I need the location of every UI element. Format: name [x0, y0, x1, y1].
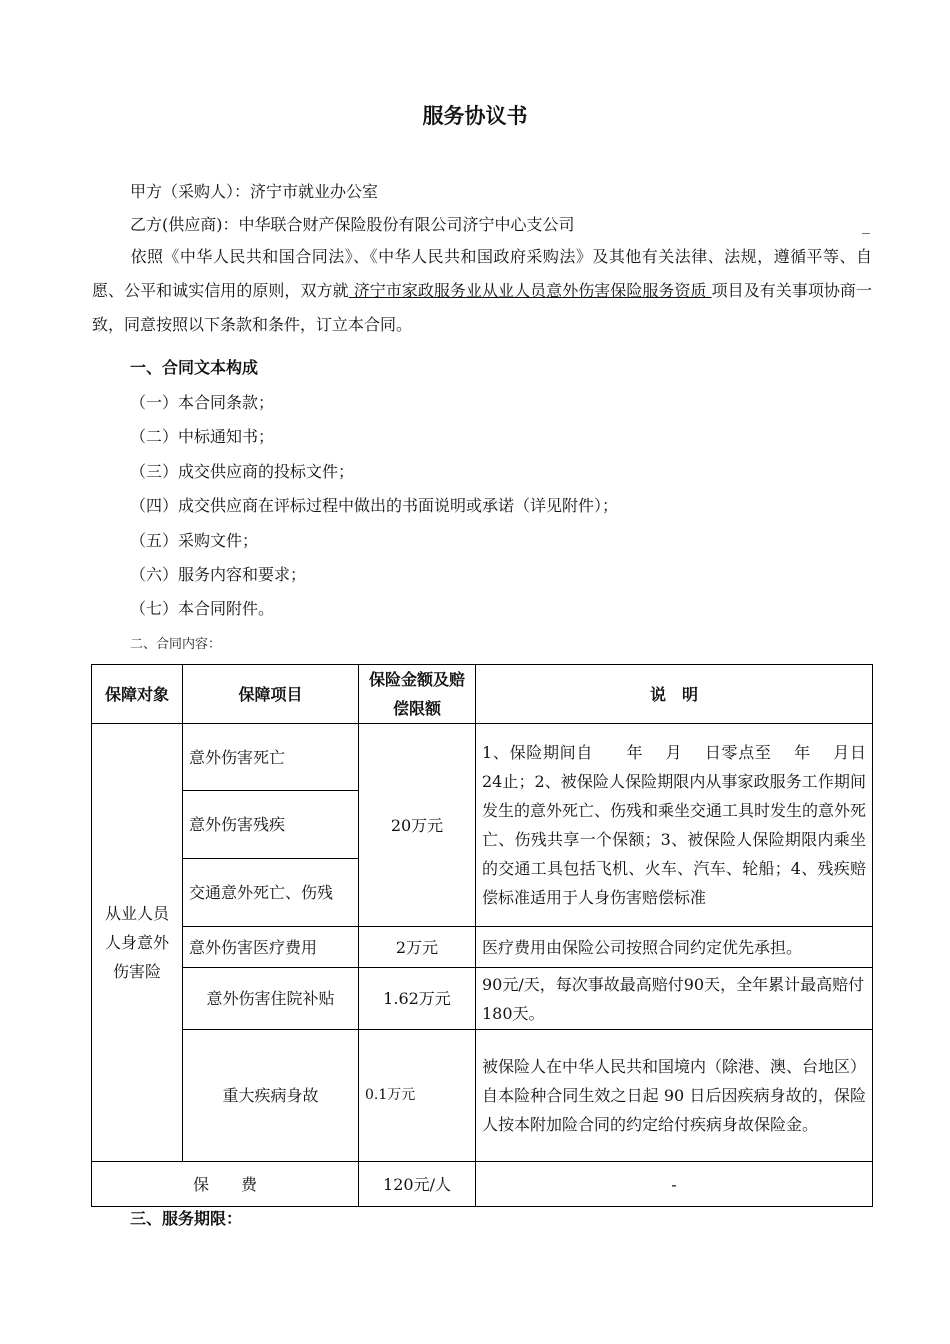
party-b: 乙方(供应商)：中华联合财产保险股份有限公司济宁中心支公司 — [130, 215, 575, 234]
intro-before: 依照《中华人民共和国合同法》、《中华人民共和国政府采购法》及其他有关法律、法规，遵循平等、自愿、公平和诚实信用的原则，双方就 — [92, 247, 872, 300]
project-name: 济宁市家政服务业从业人员意外伤害保险服务资质 — [348, 281, 712, 300]
contract-item: （六）服务内容和要求； — [130, 565, 307, 584]
coverage-item: 交通意外死亡、伤残 — [183, 859, 359, 927]
group-note: 1、保险期间自 年 月 日零点至 年 月日24止；2、被保险人保险期限内从事家政服务工作期间发生的意外死亡、伤残和乘坐交通工具时发生的意外死亡、伤残共享一个保额；3、被保险人保险期限内乘坐的交通工具包括飞机、火车、汽车、轮船；4、残疾赔偿标准适用于人身伤害赔偿标准 — [476, 724, 873, 927]
contract-item: （一）本合同条款； — [130, 393, 275, 412]
table-row — [92, 724, 873, 791]
coverage-note: 被保险人在中华人民共和国境内（除港、澳、台地区）自本险种合同生效之日起 90 日后因疾病身故的，保险人按本附加险合同的约定给付疾病身故保险金。 — [476, 1030, 873, 1162]
table-header-row — [92, 665, 873, 724]
intro-after: 项目及有关事项协商一致，同意按照以下条款和条件，订立本合同。 — [92, 281, 872, 334]
section-3-heading: 三、服务期限： — [130, 1209, 243, 1228]
header-amount: 保险金额及赔偿限额 — [359, 665, 476, 724]
table-row — [92, 968, 873, 1030]
premium-label: 保 费 — [92, 1162, 359, 1207]
table-row — [92, 927, 873, 968]
coverage-item: 意外伤害残疾 — [183, 791, 359, 859]
premium-row — [92, 1162, 873, 1207]
coverage-table — [91, 664, 873, 1207]
contract-item: （三）成交供应商的投标文件； — [130, 462, 355, 481]
table-row — [92, 1030, 873, 1162]
coverage-item: 意外伤害住院补贴 — [183, 968, 359, 1030]
contract-item: （二）中标通知书； — [130, 427, 275, 446]
coverage-amount: 0.1万元 — [359, 1030, 476, 1162]
coverage-item: 重大疾病身故 — [183, 1030, 359, 1162]
contract-item: （四）成交供应商在评标过程中做出的书面说明或承诺（详见附件）； — [130, 496, 619, 515]
party-a: 甲方（采购人）：济宁市就业办公室 — [130, 182, 379, 201]
coverage-item: 意外伤害医疗费用 — [183, 927, 359, 968]
insured-subject: 从业人员人身意外伤害险 — [92, 724, 183, 1162]
group-amount: 20万元 — [359, 724, 476, 927]
coverage-amount: 1.62万元 — [359, 968, 476, 1030]
header-subject: 保障对象 — [92, 665, 183, 724]
contract-item: （五）采购文件； — [130, 531, 259, 550]
contract-item: （七）本合同附件。 — [130, 599, 275, 618]
coverage-note: 医疗费用由保险公司按照合同约定优先承担。 — [476, 927, 873, 968]
coverage-amount: 2万元 — [359, 927, 476, 968]
section-1-heading: 一、合同文本构成 — [130, 358, 259, 377]
premium-note: - — [476, 1162, 873, 1207]
section-2-heading: 二、合同内容： — [130, 637, 222, 652]
document-title: 服务协议书 — [422, 104, 528, 128]
premium-value: 120元/人 — [359, 1162, 476, 1207]
party-b-mark: _ — [862, 215, 870, 234]
coverage-item: 意外伤害死亡 — [183, 724, 359, 791]
header-note: 说 明 — [476, 665, 873, 724]
intro-paragraph — [92, 240, 872, 342]
header-item: 保障项目 — [183, 665, 359, 724]
coverage-note: 90元/天，每次事故最高赔付90天，全年累计最高赔付180天。 — [476, 968, 873, 1030]
